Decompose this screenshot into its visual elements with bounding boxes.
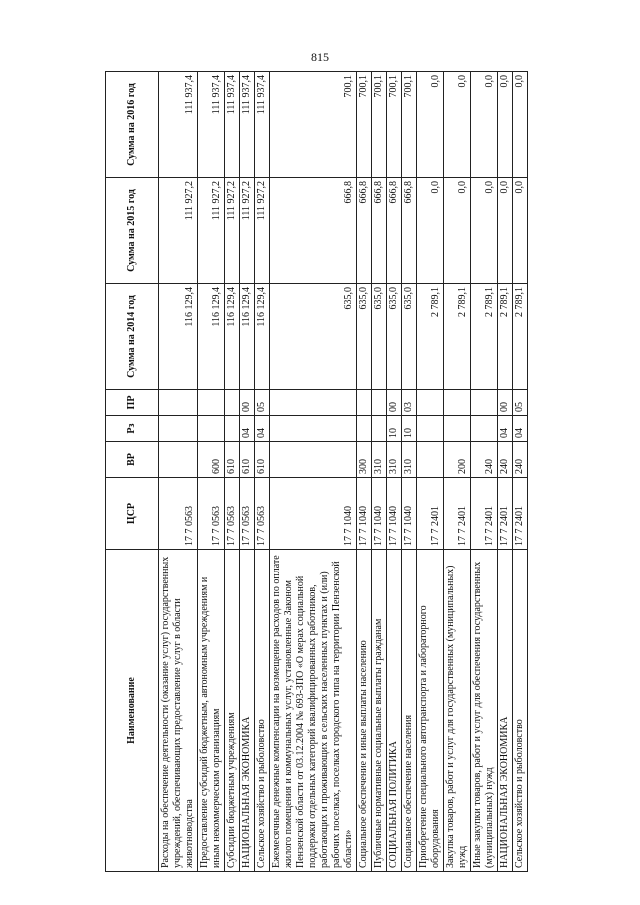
table-row	[417, 72, 444, 872]
cell-name: Публичные нормативные социальные выплаты гражданам	[372, 550, 387, 872]
table-row	[513, 72, 528, 872]
cell-sum-2014: 2 789,1	[498, 284, 513, 390]
cell-sum-2016: 700,1	[372, 72, 387, 178]
cell-vr: 610	[255, 442, 270, 478]
cell-pr: 05	[513, 390, 528, 416]
header-vr: ВР	[106, 442, 159, 478]
cell-sum-2016: 111 937,4	[255, 72, 270, 178]
cell-rz	[471, 416, 498, 442]
cell-sum-2015: 0,0	[471, 178, 498, 284]
cell-sum-2014: 635,0	[372, 284, 387, 390]
cell-vr: 300	[357, 442, 372, 478]
cell-rz	[159, 416, 198, 442]
header-name: Наименование	[106, 550, 159, 872]
cell-csr: 17 7 1040	[372, 478, 387, 550]
header-rz: Рз	[106, 416, 159, 442]
cell-sum-2016: 0,0	[444, 72, 471, 178]
cell-rz	[270, 416, 357, 442]
cell-name: НАЦИОНАЛЬНАЯ ЭКОНОМИКА	[498, 550, 513, 872]
cell-pr	[270, 390, 357, 416]
cell-sum-2014: 2 789,1	[444, 284, 471, 390]
table-row	[240, 72, 255, 872]
cell-sum-2015: 666,8	[270, 178, 357, 284]
cell-pr: 00	[498, 390, 513, 416]
cell-csr: 17 7 0563	[240, 478, 255, 550]
cell-rz: 10	[402, 416, 417, 442]
cell-sum-2016: 111 937,4	[225, 72, 240, 178]
table-row	[444, 72, 471, 872]
table-row	[357, 72, 372, 872]
cell-sum-2016: 0,0	[417, 72, 444, 178]
cell-name: Сельское хозяйство и рыболовство	[513, 550, 528, 872]
cell-sum-2014: 116 129,4	[255, 284, 270, 390]
header-pr: ПР	[106, 390, 159, 416]
cell-csr: 17 7 0563	[198, 478, 225, 550]
cell-sum-2016: 111 937,4	[240, 72, 255, 178]
cell-csr: 17 7 1040	[357, 478, 372, 550]
table-row	[372, 72, 387, 872]
table-row	[471, 72, 498, 872]
rotated-table-container	[105, 72, 570, 872]
cell-vr: 310	[372, 442, 387, 478]
cell-rz	[444, 416, 471, 442]
cell-name: Сельское хозяйство и рыболовство	[255, 550, 270, 872]
cell-sum-2016: 700,1	[387, 72, 402, 178]
header-csr: ЦСР	[106, 478, 159, 550]
cell-name: Предоставление субсидий бюджетным, автономным учреждениям и иным некоммерческим организациям	[198, 550, 225, 872]
cell-name: Расходы на обеспечение деятельности (оказание услуг) государственных учреждений, обеспечивающих предоставление услуг в области животноводства	[159, 550, 198, 872]
cell-sum-2015: 0,0	[444, 178, 471, 284]
header-sum-2016: Сумма на 2016 год	[106, 72, 159, 178]
table-row	[159, 72, 198, 872]
header-sum-2015: Сумма на 2015 год	[106, 178, 159, 284]
cell-csr: 17 7 1040	[270, 478, 357, 550]
table-row	[270, 72, 357, 872]
cell-sum-2014: 116 129,4	[159, 284, 198, 390]
cell-name: Иные закупки товаров, работ и услуг для обеспечения государственных (муниципальных) нужд	[471, 550, 498, 872]
cell-sum-2015: 111 927,2	[159, 178, 198, 284]
cell-name: СОЦИАЛЬНАЯ ПОЛИТИКА	[387, 550, 402, 872]
cell-sum-2016: 111 937,4	[159, 72, 198, 178]
cell-pr	[225, 390, 240, 416]
table-body	[159, 72, 528, 872]
cell-vr: 310	[387, 442, 402, 478]
cell-rz: 04	[240, 416, 255, 442]
cell-pr	[417, 390, 444, 416]
cell-name: НАЦИОНАЛЬНАЯ ЭКОНОМИКА	[240, 550, 255, 872]
cell-sum-2014: 2 789,1	[513, 284, 528, 390]
table-row	[225, 72, 240, 872]
cell-vr: 610	[225, 442, 240, 478]
cell-name: Закупка товаров, работ и услуг для государственных (муниципальных) нужд	[444, 550, 471, 872]
cell-vr: 310	[402, 442, 417, 478]
table-row	[255, 72, 270, 872]
cell-sum-2015: 666,8	[402, 178, 417, 284]
table-row	[387, 72, 402, 872]
header-row	[106, 72, 159, 872]
budget-table	[105, 71, 528, 872]
cell-sum-2014: 635,0	[357, 284, 372, 390]
cell-csr: 17 7 0563	[159, 478, 198, 550]
cell-pr	[159, 390, 198, 416]
cell-vr: 200	[444, 442, 471, 478]
cell-sum-2016: 700,1	[402, 72, 417, 178]
cell-rz	[372, 416, 387, 442]
cell-sum-2015: 111 927,2	[198, 178, 225, 284]
cell-rz: 10	[387, 416, 402, 442]
cell-sum-2016: 0,0	[471, 72, 498, 178]
cell-name: Субсидии бюджетным учреждениям	[225, 550, 240, 872]
cell-pr: 05	[255, 390, 270, 416]
cell-csr: 17 7 0563	[225, 478, 240, 550]
cell-csr: 17 7 2401	[471, 478, 498, 550]
cell-csr: 17 7 0563	[255, 478, 270, 550]
cell-pr	[198, 390, 225, 416]
cell-sum-2014: 2 789,1	[417, 284, 444, 390]
cell-vr	[417, 442, 444, 478]
cell-sum-2015: 111 927,2	[225, 178, 240, 284]
cell-rz	[225, 416, 240, 442]
cell-rz: 04	[513, 416, 528, 442]
cell-pr	[471, 390, 498, 416]
cell-csr: 17 7 2401	[444, 478, 471, 550]
cell-sum-2015: 0,0	[513, 178, 528, 284]
cell-sum-2014: 116 129,4	[225, 284, 240, 390]
cell-sum-2014: 116 129,4	[198, 284, 225, 390]
cell-vr: 610	[240, 442, 255, 478]
cell-name: Приобретение специального автотранспорта и лабораторного оборудования	[417, 550, 444, 872]
cell-pr: 00	[387, 390, 402, 416]
cell-sum-2015: 666,8	[387, 178, 402, 284]
cell-sum-2015: 666,8	[372, 178, 387, 284]
cell-csr: 17 7 2401	[513, 478, 528, 550]
table-row	[498, 72, 513, 872]
page-number: 815	[311, 50, 329, 64]
cell-name: Социальное обеспечение и иные выплаты населению	[357, 550, 372, 872]
cell-rz	[198, 416, 225, 442]
cell-name: Социальное обеспечение населения	[402, 550, 417, 872]
cell-vr: 600	[198, 442, 225, 478]
cell-rz	[417, 416, 444, 442]
cell-sum-2014: 635,0	[387, 284, 402, 390]
cell-rz: 04	[498, 416, 513, 442]
cell-sum-2015: 111 927,2	[255, 178, 270, 284]
cell-pr: 00	[240, 390, 255, 416]
cell-csr: 17 7 2401	[498, 478, 513, 550]
cell-pr	[372, 390, 387, 416]
cell-pr	[444, 390, 471, 416]
cell-sum-2016: 700,1	[270, 72, 357, 178]
cell-sum-2016: 0,0	[498, 72, 513, 178]
header-sum-2014: Сумма на 2014 год	[106, 284, 159, 390]
cell-sum-2016: 111 937,4	[198, 72, 225, 178]
cell-sum-2015: 0,0	[417, 178, 444, 284]
cell-csr: 17 7 2401	[417, 478, 444, 550]
cell-vr: 240	[471, 442, 498, 478]
cell-csr: 17 7 1040	[402, 478, 417, 550]
cell-sum-2014: 635,0	[402, 284, 417, 390]
cell-vr	[270, 442, 357, 478]
cell-vr: 240	[513, 442, 528, 478]
cell-sum-2015: 666,8	[357, 178, 372, 284]
table-row	[198, 72, 225, 872]
cell-vr: 240	[498, 442, 513, 478]
table-row	[402, 72, 417, 872]
cell-sum-2016: 700,1	[357, 72, 372, 178]
cell-sum-2014: 116 129,4	[240, 284, 255, 390]
cell-sum-2016: 0,0	[513, 72, 528, 178]
cell-sum-2014: 635,0	[270, 284, 357, 390]
cell-csr: 17 7 1040	[387, 478, 402, 550]
cell-pr: 03	[402, 390, 417, 416]
cell-vr	[159, 442, 198, 478]
cell-rz: 04	[255, 416, 270, 442]
cell-rz	[357, 416, 372, 442]
cell-name: Ежемесячные денежные компенсации на возмещение расходов по оплате жилого помещения и коммунальных услуг, установленные Законом Пензенской области от 03.12.2004 № 693-ЗПО «О мерах социальной поддержки отдельных категорий квалифицированных работников, работающих и проживающих в сельских населенных пунктах и (или) рабочих поселках, поселках городского типа на территории Пензенской области»	[270, 550, 357, 872]
cell-sum-2015: 111 927,2	[240, 178, 255, 284]
cell-pr	[357, 390, 372, 416]
cell-sum-2015: 0,0	[498, 178, 513, 284]
cell-sum-2014: 2 789,1	[471, 284, 498, 390]
